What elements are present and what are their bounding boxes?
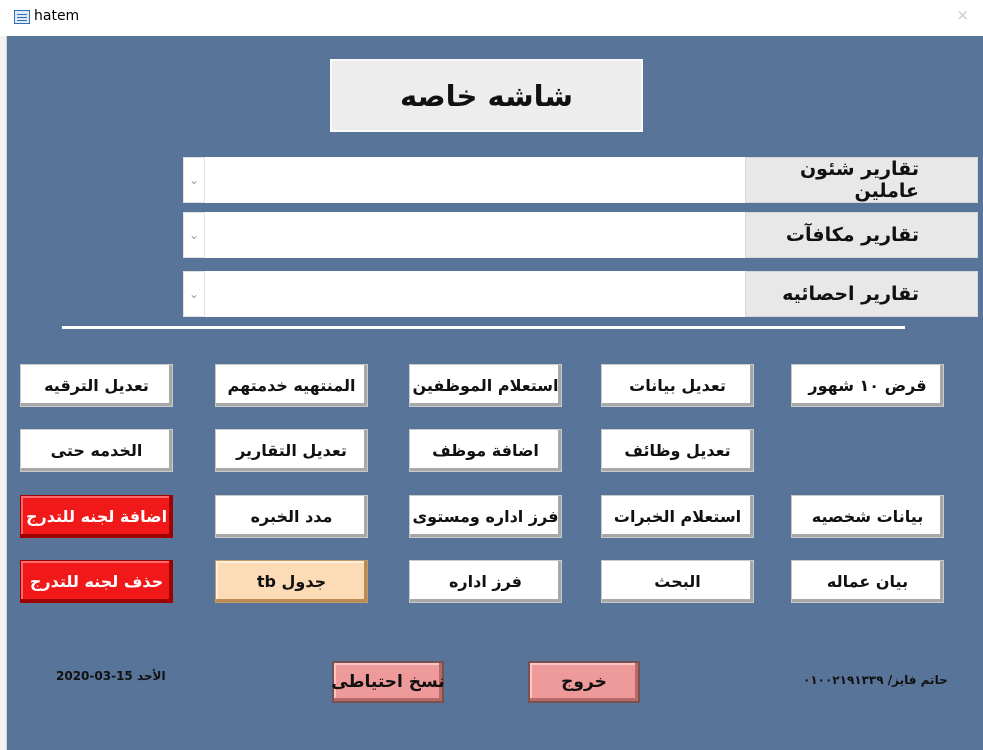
combo-row-bonus-reports — [183, 212, 919, 258]
left-border — [0, 36, 7, 750]
sort-dept-button[interactable]: فرز اداره — [409, 560, 562, 603]
combo-row-stats-reports — [183, 271, 919, 317]
loan-10-months-button[interactable]: قرض ١٠ شهور — [791, 364, 944, 407]
combo-label-text: تقارير شئون عاملين — [799, 158, 919, 202]
edit-jobs-button[interactable]: تعديل وظائف — [601, 429, 754, 472]
personal-data-button[interactable]: بيانات شخصيه — [791, 495, 944, 538]
divider-line — [62, 326, 905, 329]
author-credit: حاتم فايز/ ٠١٠٠٢١٩١٣٣٩ — [803, 673, 948, 687]
employees-query-button[interactable]: استعلام الموظفين — [409, 364, 562, 407]
exit-button[interactable]: خروج — [528, 661, 640, 703]
window-title: hatem — [34, 8, 80, 24]
experience-query-button[interactable]: استعلام الخبرات — [601, 495, 754, 538]
search-button[interactable]: البحث — [601, 560, 754, 603]
access-form-icon — [14, 10, 30, 24]
chevron-down-icon[interactable]: ⌄ — [183, 271, 205, 317]
chevron-down-icon[interactable]: ⌄ — [183, 157, 205, 203]
chevron-down-icon[interactable]: ⌄ — [183, 212, 205, 258]
experience-periods-button[interactable]: مدد الخبره — [215, 495, 368, 538]
edit-promotion-button[interactable]: تعديل الترقيه — [20, 364, 173, 407]
labor-statement-button[interactable]: بيان عماله — [791, 560, 944, 603]
combo-label — [745, 212, 978, 258]
edit-reports-button[interactable]: تعديل التقارير — [215, 429, 368, 472]
hr-reports-combo[interactable] — [205, 157, 745, 203]
add-employee-button[interactable]: اضافة موظف — [409, 429, 562, 472]
bonus-reports-combo[interactable] — [205, 212, 745, 258]
tb-table-button[interactable]: جدول tb — [215, 560, 368, 603]
edit-data-button[interactable]: تعديل بيانات — [601, 364, 754, 407]
backup-button[interactable]: نسخ احتياطى — [332, 661, 444, 703]
add-grading-committee-button[interactable]: اضافة لجنه للتدرج — [20, 495, 173, 538]
page-title: شاشه خاصه — [330, 59, 643, 132]
stats-reports-combo[interactable] — [205, 271, 745, 317]
combo-label — [745, 157, 978, 203]
delete-grading-committee-button[interactable]: حذف لجنه للتدرج — [20, 560, 173, 603]
combo-label-text: تقارير مكافآت — [785, 224, 919, 246]
combo-row-hr-reports — [183, 157, 919, 203]
title-bar — [0, 0, 983, 36]
close-icon[interactable]: × — [956, 6, 969, 24]
sort-dept-level-button[interactable]: فرز اداره ومستوى — [409, 495, 562, 538]
combo-label — [745, 271, 978, 317]
current-date: الأحد 15-03-2020 — [56, 669, 166, 683]
terminated-employees-button[interactable]: المنتهيه خدمتهم — [215, 364, 368, 407]
service-until-button[interactable]: الخدمه حتى — [20, 429, 173, 472]
combo-label-text: تقارير احصائيه — [782, 283, 919, 305]
